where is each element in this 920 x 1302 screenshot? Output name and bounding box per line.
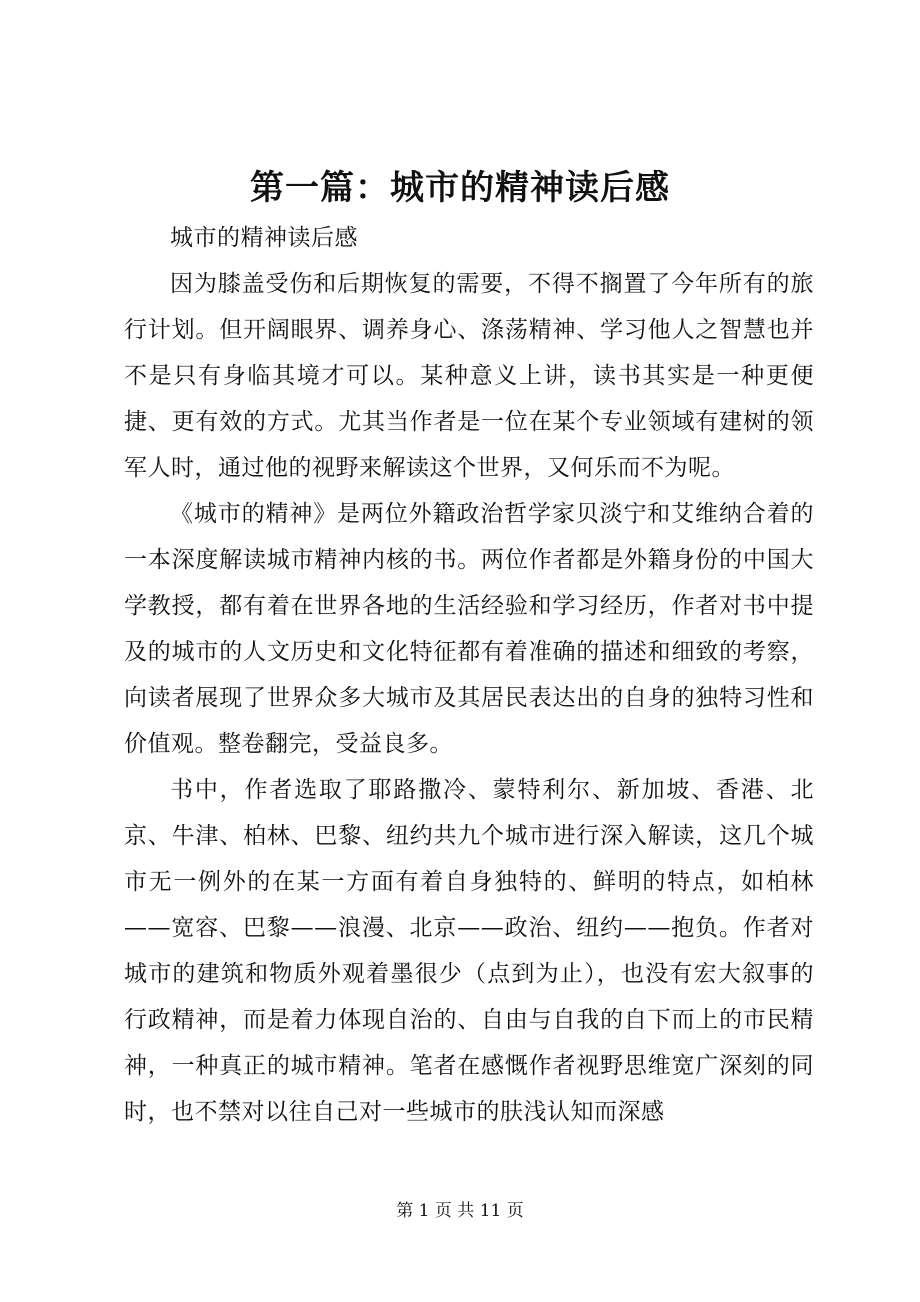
body-paragraph-2: 《城市的精神》是两位外籍政治哲学家贝淡宁和艾维纳合着的一本深度解读城市精神内核的书。两位作者都是外籍身份的中国大学教授，都有着在世界各地的生活经验和学习经历，作者对书中提及的城市的人文历史和文化特征都有着准确的描述和细致的考察，向读者展现了世界众多大城市及其居民表达出的自身的独特习性和价值观。整卷翻完，受益良多。 [124, 501, 814, 757]
body-paragraph-3: 书中，作者选取了耶路撒冷、蒙特利尔、新加坡、香港、北京、牛津、柏林、巴黎、纽约共九个城市进行深入解读，这几个城市无一例外的在某一方面有着自身独特的、鲜明的特点，如柏林——宽容、巴黎——浪漫、北京——政治、纽约——抱负。作者对城市的建筑和物质外观着墨很少（点到为止），也没有宏大叙事的行政精神，而是着力体现自治的、自由与自我的自下而上的市民精神，一种真正的城市精神。笔者在感慨作者视野思维宽广深刻的同时，也不禁对以往自己对一些城市的肤浅认知而深感 [124, 777, 814, 1125]
subtitle-paragraph: 城市的精神读后感 [170, 225, 358, 251]
document-body [124, 215, 814, 1135]
page-footer: 第 1 页 共 11 页 [396, 1201, 524, 1221]
document-title: 第一篇：城市的精神读后感 [250, 168, 670, 208]
body-paragraph-1: 因为膝盖受伤和后期恢复的需要，不得不搁置了今年所有的旅行计划。但开阔眼界、调养身心、涤荡精神、学习他人之智慧也并不是只有身临其境才可以。某种意义上讲，读书其实是一种更便捷、更有效的方式。尤其当作者是一位在某个专业领域有建树的领军人时，通过他的视野来解读这个世界，又何乐而不为呢。 [124, 271, 814, 481]
